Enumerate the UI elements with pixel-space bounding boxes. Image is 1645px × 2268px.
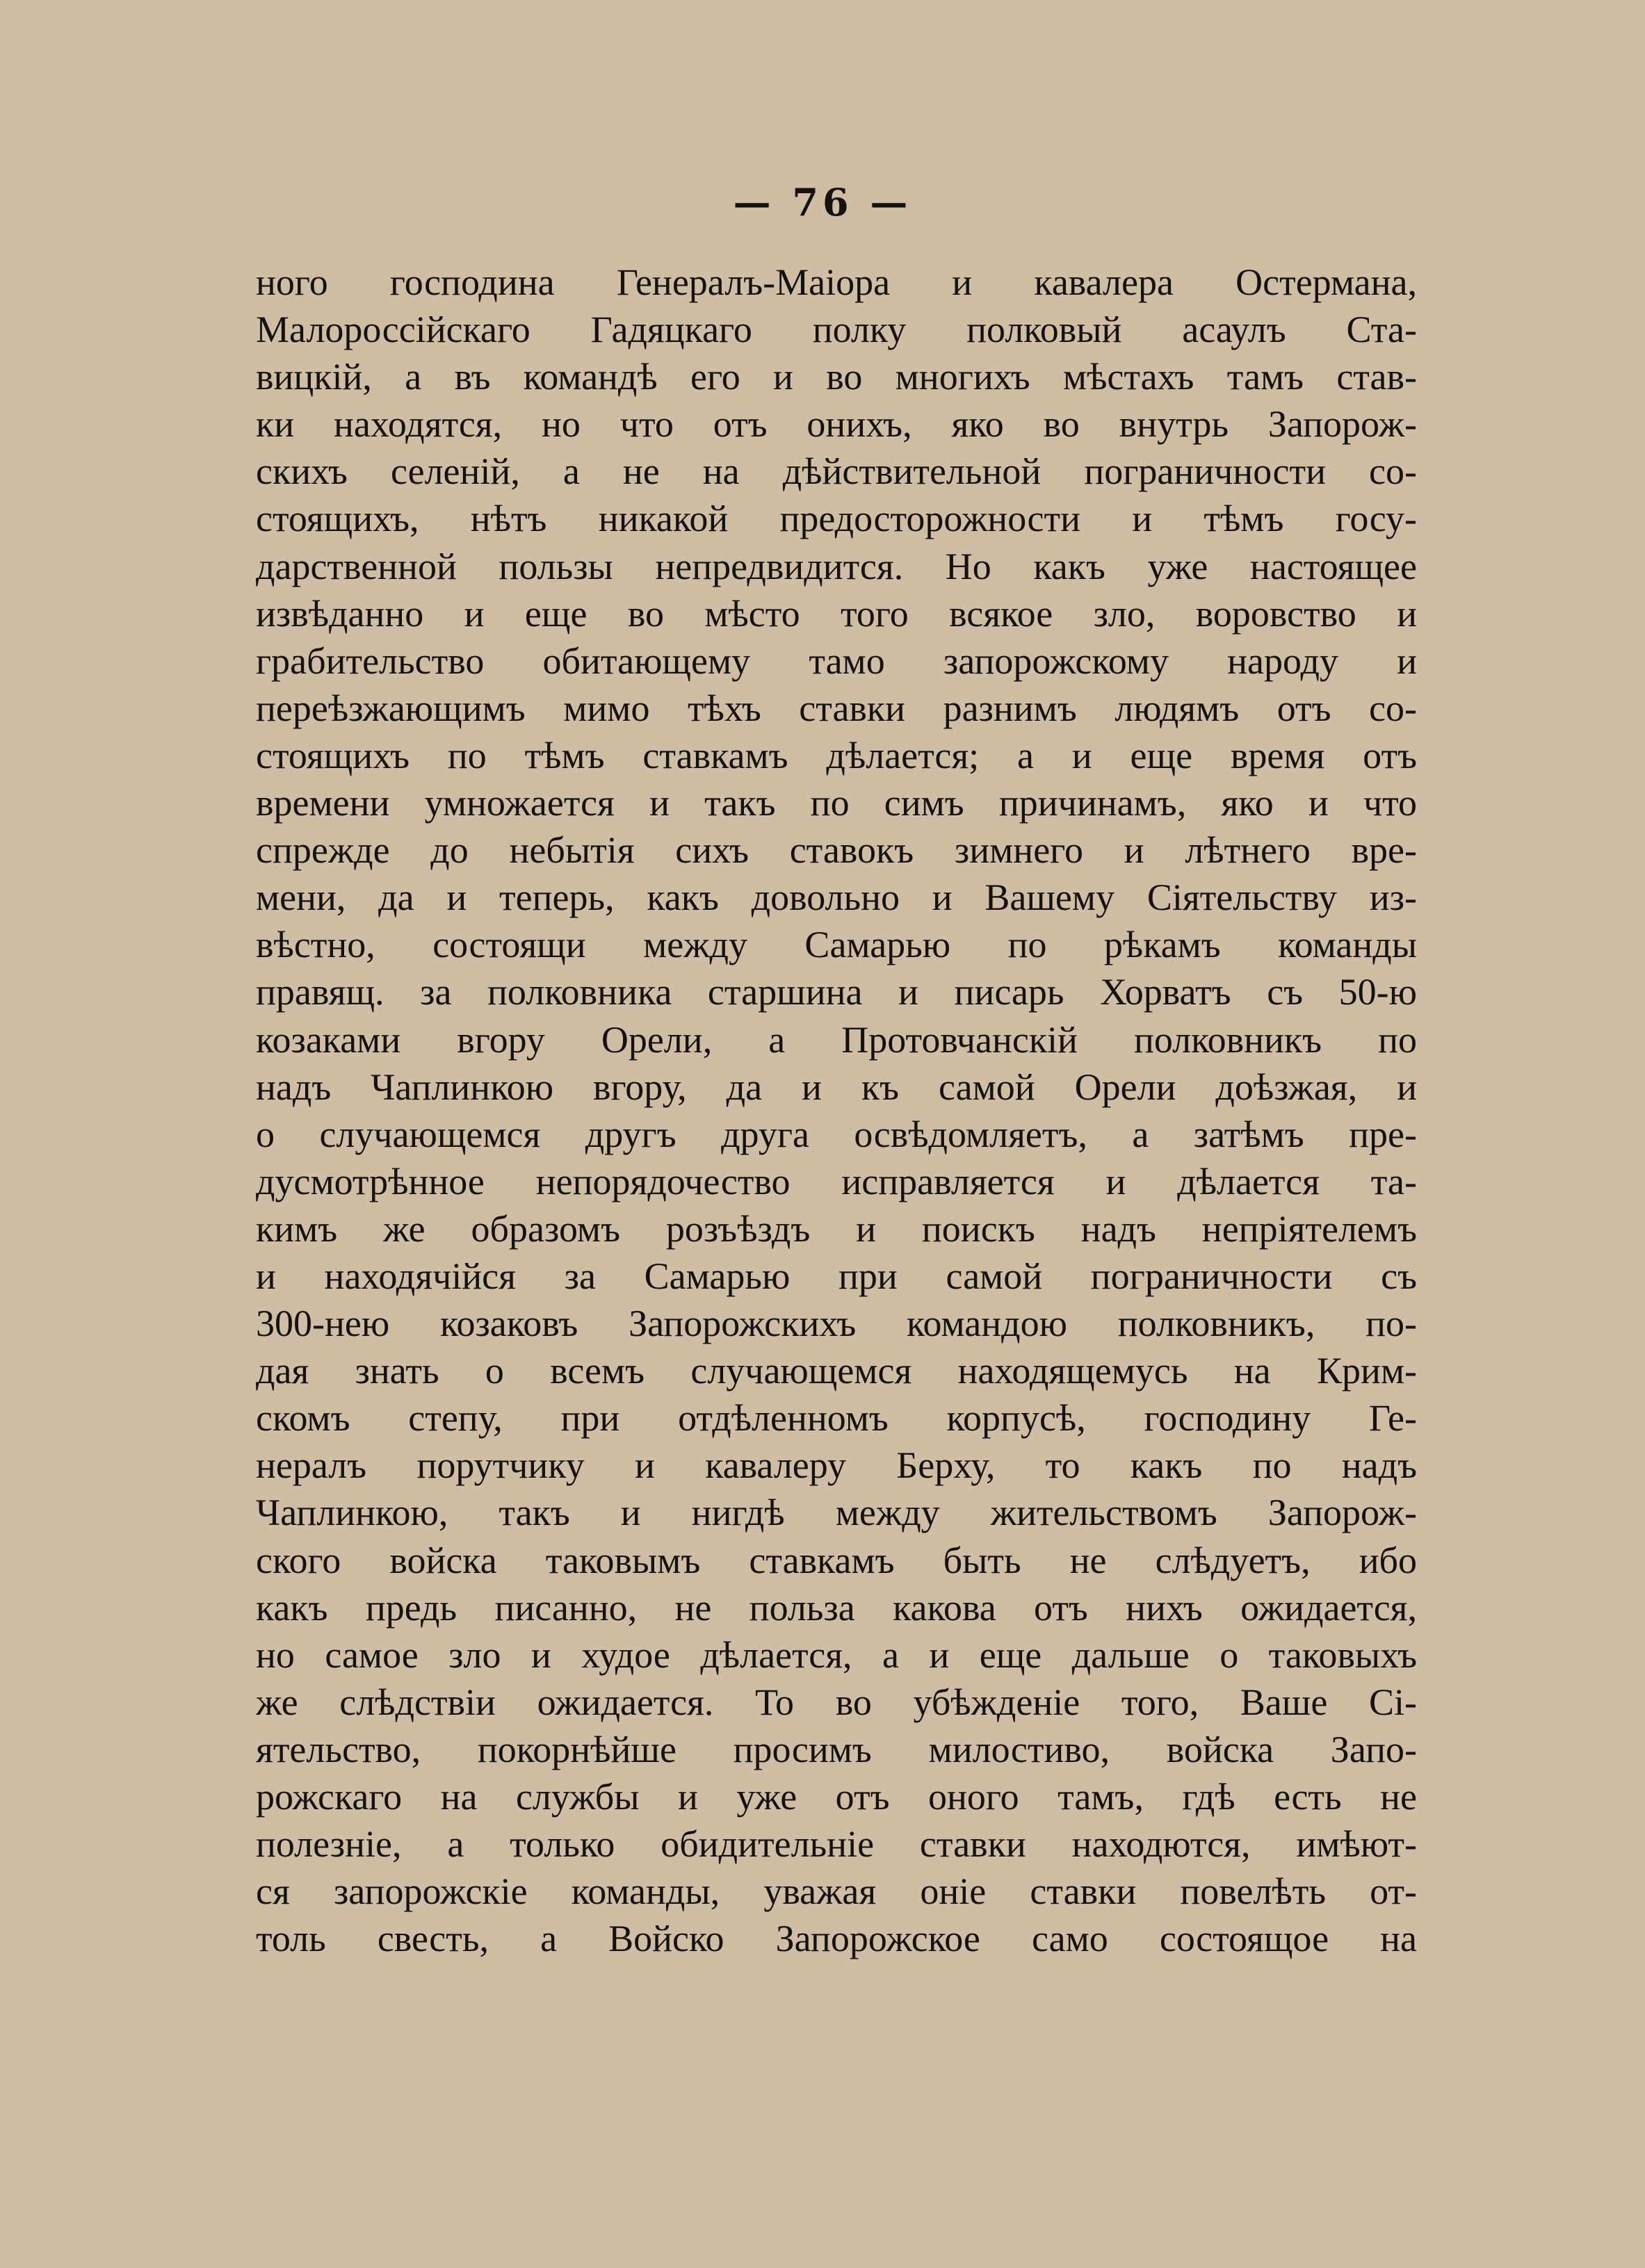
text-line: ки находятся, но что отъ онихъ, яко во внутрь Запорож- (256, 403, 1417, 446)
text-line: ся запорожскіе команды, уважая оніе ставки повелѣть от- (256, 1870, 1417, 1913)
text-line: скомъ степу, при отдѣленномъ корпусѣ, господину Ге- (256, 1397, 1417, 1439)
text-line: спрежде до небытія сихъ ставокъ зимнего и лѣтнего вре- (256, 829, 1417, 872)
text-line: рожскаго на службы и уже отъ оного тамъ, гдѣ есть не (256, 1776, 1417, 1818)
text-line: нералъ порутчику и кавалеру Берху, то какъ по надъ (256, 1444, 1417, 1487)
text-line: кимъ же образомъ розъѣздъ и поискъ надъ непріятелемъ (256, 1207, 1417, 1250)
page-number: — 76 — (733, 180, 912, 225)
body-text (256, 259, 1417, 1962)
text-line: мени, да и теперь, какъ довольно и Вашему Сіятельству из- (256, 876, 1417, 919)
text-line: ятельство, покорнѣйше просимъ милостиво, войска Запо- (256, 1728, 1417, 1770)
text-line: же слѣдствіи ожидается. То во убѣжденіе того, Ваше Сі- (256, 1681, 1417, 1723)
text-line: какъ предь писанно, не польза какова отъ нихъ ожидается, (256, 1586, 1417, 1629)
text-line: извѣданно и еще во мѣсто того всякое зло, воровство и (256, 592, 1417, 635)
text-line: Малороссійскаго Гадяцкаго полку полковый асаулъ Ста- (256, 309, 1417, 351)
text-line: дусмотрѣнное непорядочество исправляется и дѣлается та- (256, 1160, 1417, 1202)
text-line: ского войска таковымъ ставкамъ быть не слѣдуетъ, ибо (256, 1539, 1417, 1581)
text-line: о случающемся другъ друга освѣдомляетъ, а затѣмъ пре- (256, 1113, 1417, 1155)
text-line: правящ. за полковника старшина и писарь Хорватъ съ 50-ю (256, 971, 1417, 1013)
text-line: скихъ селеній, а не на дѣйствительной пограничности со- (256, 450, 1417, 493)
text-line: стоящихъ, нѣтъ никакой предосторожности и тѣмъ госу- (256, 498, 1417, 540)
text-line: козаками вгору Орели, а Протовчанскій полковникъ по (256, 1018, 1417, 1061)
text-line: стоящихъ по тѣмъ ставкамъ дѣлается; а и еще время отъ (256, 734, 1417, 776)
text-line: вицкій, а въ командѣ его и во многихъ мѣстахъ тамъ став- (256, 356, 1417, 398)
text-line: переѣзжающимъ мимо тѣхъ ставки разнимъ людямъ отъ со- (256, 687, 1417, 729)
text-line: 300-нею козаковъ Запорожскихъ командою полковникъ, по- (256, 1303, 1417, 1345)
text-line: дая знать о всемъ случающемся находящемусь на Крим- (256, 1350, 1417, 1392)
text-line: времени умножается и такъ по симъ причинамъ, яко и что (256, 782, 1417, 824)
text-line: полезніе, а только обидительніе ставки находются, имѣют- (256, 1823, 1417, 1866)
text-line: толь свесть, а Войско Запорожское само состоящое на (256, 1918, 1417, 1960)
text-line: ного господина Генералъ-Маіора и кавалера Остермана, (256, 261, 1417, 303)
text-line: Чаплинкою, такъ и нигдѣ между жительствомъ Запорож- (256, 1492, 1417, 1534)
text-line: но самое зло и худое дѣлается, а и еще дальше о таковыхъ (256, 1633, 1417, 1676)
text-line: надъ Чаплинкою вгору, да и къ самой Орели доѣзжая, и (256, 1066, 1417, 1108)
text-line: дарственной пользы непредвидится. Но какъ уже настоящее (256, 545, 1417, 587)
text-line: и находячійся за Самарью при самой пограничности съ (256, 1255, 1417, 1297)
text-line: вѣстно, состоящи между Самарью по рѣкамъ команды (256, 924, 1417, 966)
text-line: грабительство обитающему тамо запорожскому народу и (256, 639, 1417, 682)
